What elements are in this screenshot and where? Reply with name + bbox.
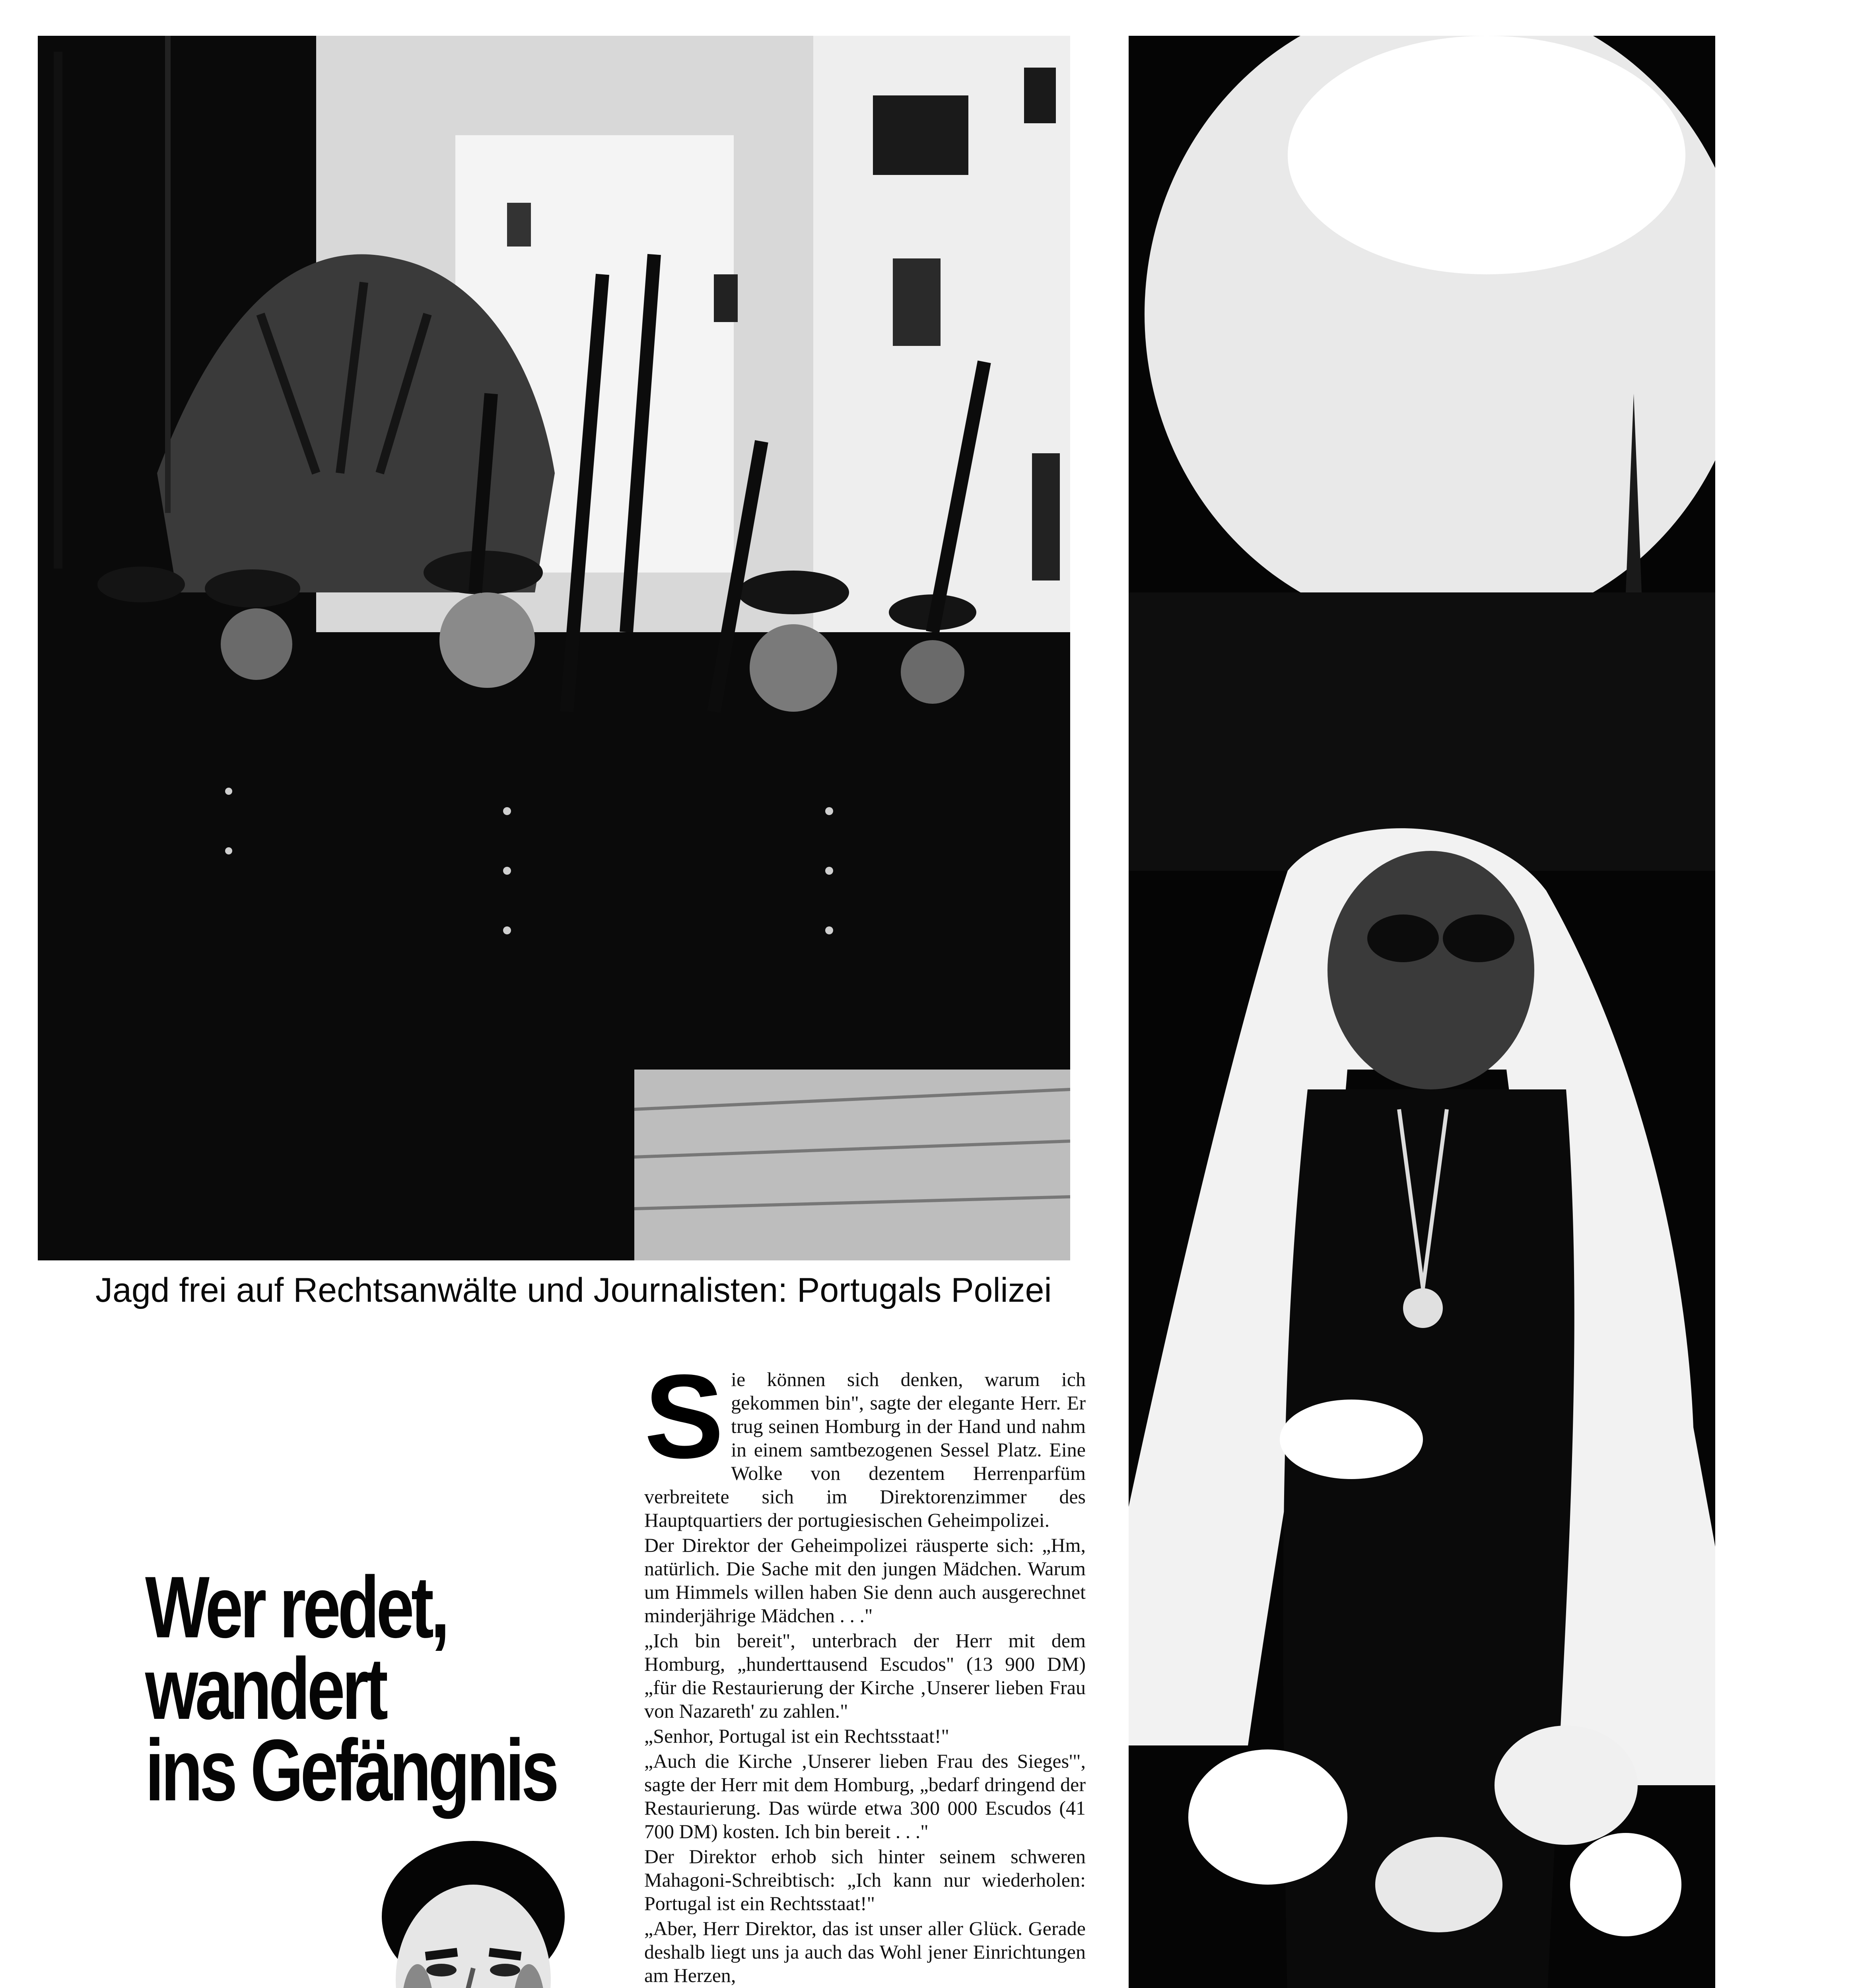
article-paragraph-2: Der Direktor der Geheimpolizei räusperte sich: „Hm, natürlich. Die Sache mit den jungen Mädchen. Warum um Himmels willen haben Sie denn auch ausgerechnet minderjährige Mädchen . . ." [644,1534,1086,1627]
headline-line-1: Wer redet, [145,1558,447,1656]
article-paragraph-1 [644,1349,1086,1532]
article-paragraph-5: „Auch die Kirche ‚Unserer lieben Frau des Sieges'", sagte der Herr mit dem Homburg, „bedarf dringend der Restaurierung. Das würde etwa 300 000 Escudos (41 700 DM) kosten. Ich bin bereit . . ." [644,1750,1086,1842]
photo-caption: Jagd frei auf Rechtsanwälte und Journalisten: Portugals Polizei [95,1271,1052,1309]
portrait-mario-soares [342,1837,601,1988]
article-body [644,1349,1086,1988]
article-paragraph-3: „Ich bin bereit", unterbrach der Herr mit dem Homburg, „hunderttausend Escudos" (13 900 DM) „für die Restaurierung der Kirche ‚Unserer lieben Frau von Nazareth' zu zahlen." [644,1629,1086,1722]
police-photo-illustration [38,36,1070,1260]
nun-photo-illustration [1129,36,1715,1988]
article-paragraph-1-text: ie können sich denken, warum ich gekommen bin", sagte der elegante Herr. Er trug seinen Homburg in der Hand und nahm in einem samtbezogenen Sessel Platz. Eine Wolke von dezentem Herrenparfüm verbreitete sich im Direktorenzimmer des Hauptquartiers der portugiesischen Geheimpolizei. [644,1368,1086,1531]
photo-portuguese-police [38,36,1070,1260]
headline-line-3: ins Gefängnis [145,1721,556,1819]
dropcap-letter: S [644,1349,724,1483]
photo-nun-portrait [1129,36,1715,1988]
article-paragraph-7: „Aber, Herr Direktor, das ist unser aller Glück. Gerade deshalb liegt uns ja auch das Wohl jener Einrichtungen am Herzen, [644,1917,1086,1986]
portrait-illustration [342,1837,601,1988]
article-headline [145,1558,556,1819]
article-paragraph-6: Der Direktor erhob sich hinter seinem schweren Mahagoni-Schreibtisch: „Ich kann nur wiederholen: Portugal ist ein Rechtsstaat!" [644,1845,1086,1914]
headline-line-2: wandert [145,1640,385,1738]
article-paragraph-4: „Senhor, Portugal ist ein Rechtsstaat!" [644,1725,949,1747]
